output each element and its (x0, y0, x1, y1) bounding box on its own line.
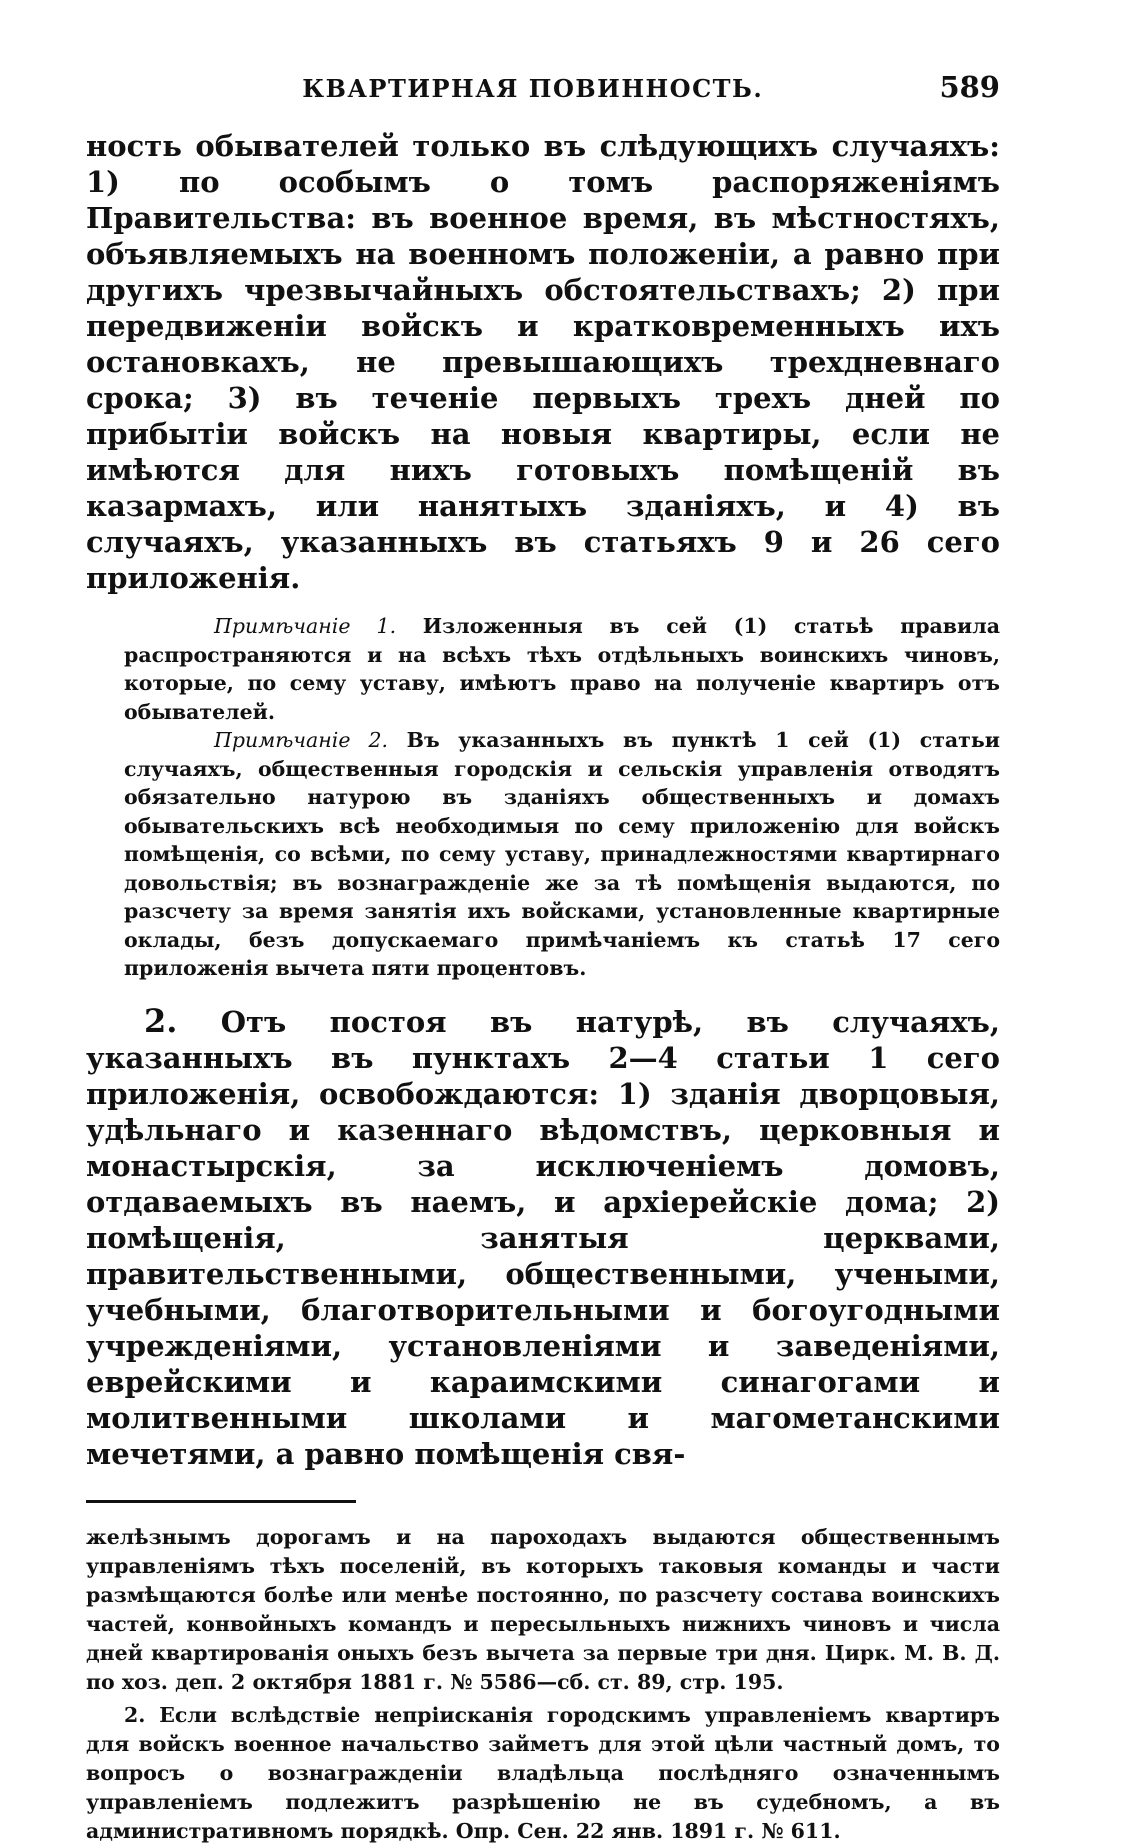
note-1-label: Примѣчаніе 1. (214, 614, 397, 638)
page-header (86, 70, 1000, 114)
article-2-body: Отъ постоя въ натурѣ, въ случаяхъ, указанныхъ въ пунктахъ 2—4 статьи 1 сего приложенія, освобождаются: 1) зданія дворцовыя, удѣльнаго и казеннаго вѣдомствъ, церковныя и монастырскія, за исключеніемъ домовъ, отдаваемыхъ въ наемъ, и архіерейскіе дома; 2) помѣщенія, занятыя церквами, правительственными, общественными, учеными, учебными, благотворительными и богоугодными учрежденіями, установленіями и заведеніями, еврейскими и караимскими синагогами и молитвенными школами и магометанскими мечетями, а равно помѣщенія свя- (86, 1004, 1000, 1471)
article-2-number: 2. (144, 1001, 178, 1040)
footnote-divider (86, 1500, 356, 1503)
footnote-2: 2. Если вслѣдствіе непріисканія городскимъ управленіемъ квартиръ для войскъ военное начальство займетъ для этой цѣли частный домъ, то вопросъ о вознагражденіи владѣльца послѣдняго означеннымъ управленіемъ подлежитъ разрѣшенію не въ судебномъ, а въ административномъ порядкѣ. Опр. Сен. 22 янв. 1891 г. № 611. (86, 1702, 1000, 1843)
note-1 (124, 612, 1000, 726)
book-page (86, 70, 1000, 1846)
article-2-text (86, 1003, 1000, 1472)
note-2 (124, 726, 1000, 983)
note-2-text: Въ указанныхъ въ пунктѣ 1 сей (1) статьи случаяхъ, общественныя городскія и сельскія управленія отводятъ обязательно натурою въ зданіяхъ общественныхъ и домахъ обывательскихъ всѣ необходимыя по сему приложенію для войскъ помѣщенія, со всѣми, по сему уставу, принадлежностями квартирнаго довольствія; въ вознагражденіе же за тѣ помѣщенія выдаются, по разсчету за время занятія ихъ войсками, установленные квартирные оклады, безъ допускаемаго примѣчаніемъ къ статьѣ 17 сего приложенія вычета пяти процентовъ. (124, 728, 1001, 980)
note-1-text: Изложенныя въ сей (1) статьѣ правила распространяются и на всѣхъ тѣхъ отдѣльныхъ воинскихъ чиновъ, которые, по сему уставу, имѣютъ право на полученіе квартиръ отъ обывателей. (124, 614, 1000, 724)
running-title: КВАРТИРНАЯ ПОВИННОСТЬ. (302, 74, 764, 103)
article-2 (86, 1003, 1000, 1472)
footnote-continued: желѣзнымъ дорогамъ и на пароходахъ выдаются общественнымъ управленіямъ тѣхъ поселеній, въ которыхъ таковыя команды и части размѣщаются болѣе или менѣе постоянно, по разсчету состава воинскихъ частей, конвойныхъ командъ и пересыльныхъ нижнихъ чиновъ и числа дней квартированія оныхъ безъ вычета за первые три дня. Цирк. М. В. Д. по хоз. деп. 2 октября 1881 г. № 5586—сб. ст. 89, стр. 195. (86, 1524, 1000, 1694)
note-2-label: Примѣчаніе 2. (214, 728, 389, 752)
main-paragraph: ность обывателей только въ слѣдующихъ случаяхъ: 1) по особымъ о томъ распоряженіямъ Правительства: въ военное время, въ мѣстностяхъ, объявляемыхъ на военномъ положеніи, а равно при другихъ чрезвычайныхъ обстоятельствахъ; 2) при передвиженіи войскъ и кратковременныхъ ихъ остановкахъ, не превышающихъ трехдневнаго срока; 3) въ теченіе первыхъ трехъ дней по прибытіи войскъ на новыя квартиры, если не имѣются для нихъ готовыхъ помѣщеній въ казармахъ, или нанятыхъ зданіяхъ, и 4) въ случаяхъ, указанныхъ въ статьяхъ 9 и 26 сего приложенія. (86, 129, 1000, 595)
notes-block (86, 612, 1000, 983)
page-number: 589 (939, 70, 1000, 104)
